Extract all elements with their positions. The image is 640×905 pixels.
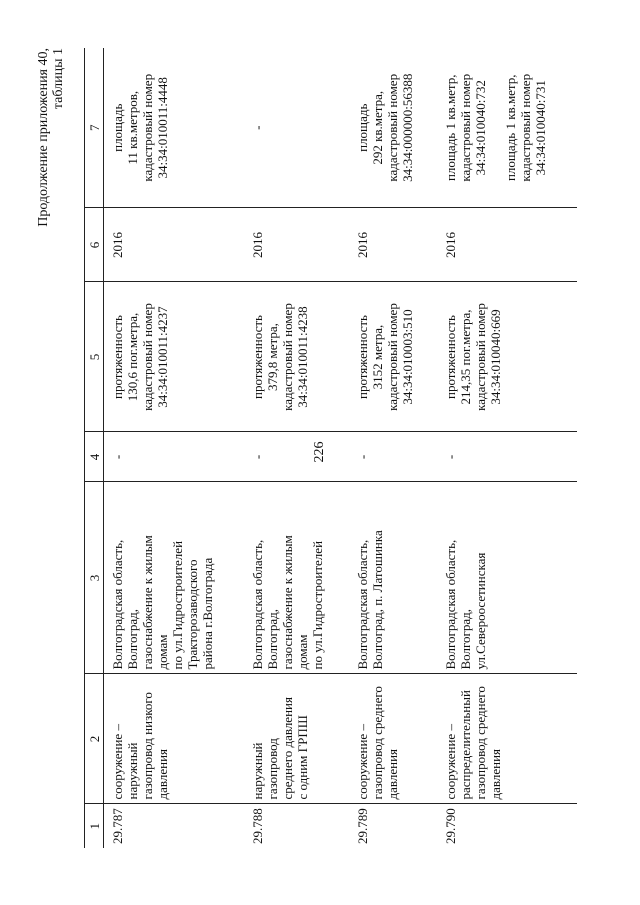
caption-line-1: Продолжение приложения 40, — [36, 48, 51, 227]
object-name: наружный газопровод среднего давления с одним ГРПШ — [244, 674, 349, 804]
object-name: сооружение – распределительный газопровод среднего давления — [437, 674, 577, 804]
land-info: площадь 292 кв.метра, кадастровый номер 34:34:000000:56388 — [349, 48, 437, 208]
page-number: 226 — [312, 441, 327, 463]
header-row — [85, 48, 104, 848]
table-caption — [36, 48, 66, 227]
year-value: 2016 — [104, 208, 244, 282]
header-col-2: 2 — [85, 674, 104, 804]
object-name: сооружение – газопровод среднего давления — [349, 674, 437, 804]
header-col-3: 3 — [85, 482, 104, 674]
object-params: протяженность 379,8 метра, кадастровый номер 34:34:010011:4238 — [244, 282, 349, 432]
object-params: протяженность 214,35 пог.метра, кадастровый номер 34:34:010040:669 — [437, 282, 577, 432]
header-col-6: 6 — [85, 208, 104, 282]
year-value: 2016 — [244, 208, 349, 282]
row-number: 29.788 — [244, 804, 349, 848]
table-row — [104, 48, 244, 848]
row-number: 29.789 — [349, 804, 437, 848]
land-info: - — [244, 48, 349, 208]
land-info: площадь 1 кв.метр, кадастровый номер 34:34:010040:732 площадь 1 кв.метр, кадастровый номер 34:34:010040:731 — [437, 48, 577, 208]
object-params: протяженность 3152 метра, кадастровый номер 34:34:010003:510 — [349, 282, 437, 432]
col4-value: - — [349, 432, 437, 482]
year-value: 2016 — [349, 208, 437, 282]
row-number: 29.787 — [104, 804, 244, 848]
object-name: сооружение – наружный газопровод низкого давления — [104, 674, 244, 804]
object-address: Волгоградская область, Волгоград, п. Латошинка — [349, 482, 437, 674]
table-row — [244, 48, 349, 848]
header-col-1: 1 — [85, 804, 104, 848]
col4-value: - — [437, 432, 577, 482]
header-col-5: 5 — [85, 282, 104, 432]
header-col-4: 4 — [85, 432, 104, 482]
object-address: Волгоградская область, Волгоград, газоснабжение к жилым домам по ул.Гидростроителей — [244, 482, 349, 674]
object-address: Волгоградская область, Волгоград, ул.Североосетинская — [437, 482, 577, 674]
land-info: площадь 11 кв.метров, кадастровый номер 34:34:010011:4448 — [104, 48, 244, 208]
year-value: 2016 — [437, 208, 577, 282]
caption-line-2: таблицы 1 — [51, 48, 66, 110]
object-address: Волгоградская область, Волгоград, газоснабжение к жилым домам по ул.Гидростроителей Тракторозаводского района г.Волгограда — [104, 482, 244, 674]
header-col-7: 7 — [85, 48, 104, 208]
col4-value: - — [104, 432, 244, 482]
table-row — [437, 48, 577, 848]
row-number: 29.790 — [437, 804, 577, 848]
table-row — [349, 48, 437, 848]
object-params: протяженность 130,6 пог.метра, кадастровый номер 34:34:010011:4237 — [104, 282, 244, 432]
col4-value: - — [244, 432, 349, 482]
